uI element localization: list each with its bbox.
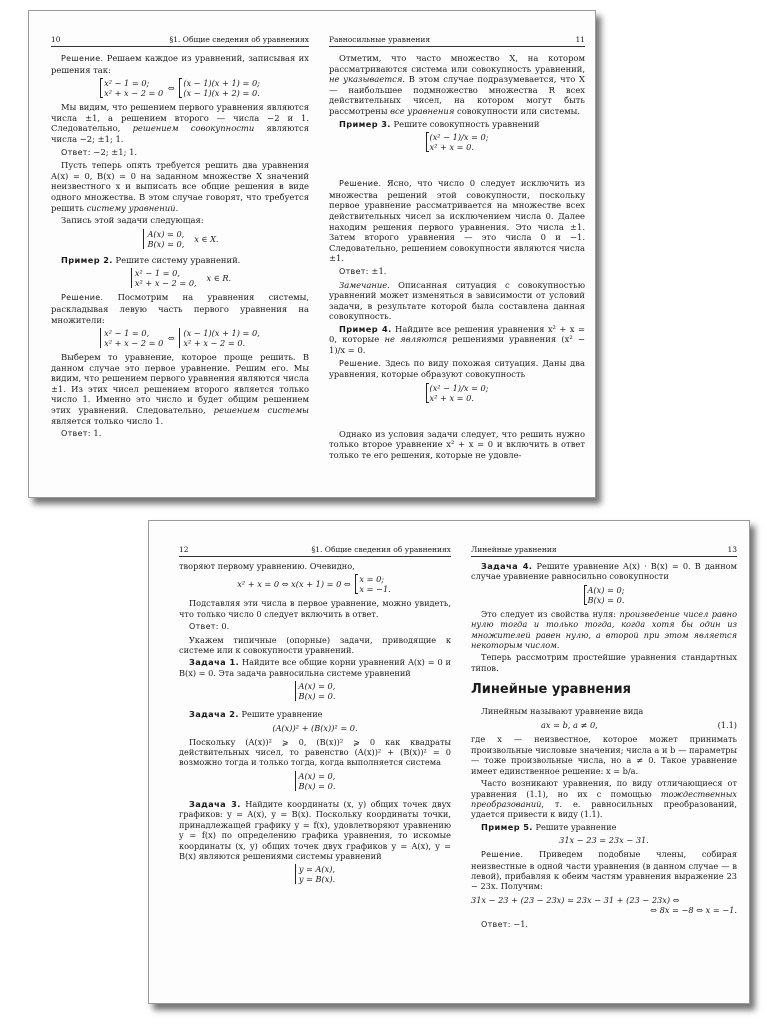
running-header	[179, 545, 451, 557]
paragraph: Линейным называют уравнение вида	[481, 705, 644, 716]
paragraph: где x — неизвестное, которое может принимать произвольные числовые значения; числа a и b — параметры — тоже произвольные числа, но a ≠ 0. Такое уравнение имеет единственное решение: x = b/a.	[471, 734, 737, 776]
formula: A(x) = 0; B(x) = 0.	[471, 585, 737, 605]
task-heading: Задача 4. Решите уравнение A(x) · B(x) = 0. В данном случае уравнение равносильно совокупности	[471, 561, 737, 582]
paragraph: Решение. Решаем каждое из уравнений, записывая их решения так:	[51, 53, 309, 75]
task-heading: Задача 1. Найдите все общие корни уравнений A(x) = 0 и B(x) = 0. Эта задача равносильна системе уравнений	[179, 657, 451, 678]
paragraph: Пусть теперь опять требуется решить два уравнения A(x) = 0, B(x) = 0 на заданном множестве X значений неизвестного x и выписать все общие решения в виде одного множества. В этом случае говорят, что требуется решить систему уравнений.	[51, 160, 309, 213]
task-heading: Задача 3. Найдите координаты (x, y) общих точек двух графиков: y = A(x), y = B(x). Поскольку координаты точки, принадлежащей графику y = f(x), удовлетворяют уравнению y = f(x) по определению графика уравнения, то искомые координаты (x, y) общих точек двух графиков y = A(x), y = B(x) являются решениями системы уравнений	[179, 798, 451, 861]
paragraph: Это следует из свойства нуля: произведение чисел равно нулю тогда и только тогда, когда хотя бы один из множителей равен нулю, а второй при этом является некоторым числом.	[471, 608, 737, 651]
example-heading: Пример 4. Найдите все решения уравнения x² + x = 0, которые не являются решениями уравнения (x² − 1)/x = 0.	[329, 323, 585, 356]
formula: A(x) = 0, B(x) = 0, x ∈ X.	[51, 229, 309, 249]
paragraph: творяют первому уравнению. Очевидно,	[179, 561, 355, 571]
book-spread-pages-12-13	[148, 520, 750, 1004]
paragraph: Поскольку (A(x))² ⩾ 0, (B(x))² ⩾ 0 как квадраты действительных чисел, то равенство (A(x))² + (B(x))² = 0 возможно тогда и только тогда, когда выполняется система	[179, 736, 451, 768]
paragraph: Выберем то уравнение, которое проще решить. В данном случае это первое уравнение. Решим его. Мы видим, что решением первого уравнения являются числа ±1. Из этих чисел решением второго является только число 1. Именно это число и будет общим решением этих уравнений. Следовательно, решением системы является только число 1.	[51, 352, 309, 426]
formula: 31x − 23 = 23x − 31.	[559, 835, 649, 846]
page-12	[179, 521, 451, 1003]
paragraph: Укажем типичные (опорные) задачи, приводящие к системе или к совокупности уравнений.	[179, 634, 451, 656]
page-11	[329, 11, 585, 497]
header-title: Равносильные уравнения	[329, 35, 431, 44]
formula: 31x − 23 + (23 − 23x) = 23x − 31 + (23 − 23x) ⇔ ⇔ 8x = −8 ⇔ x = −1.	[471, 894, 737, 915]
answer: Ответ: ±1.	[339, 265, 387, 276]
answer: Ответ: 0.	[189, 621, 230, 632]
formula: A(x) = 0, B(x) = 0.	[179, 771, 451, 791]
remark: Замечание. Описанная ситуация с совокупностью уравнений может изменяться в зависимости от условий задачи, в результате которой была составлена данная совокупность.	[329, 279, 585, 322]
formula: y = A(x), y = B(x).	[179, 864, 451, 884]
page-body	[179, 561, 451, 888]
section-title: Линейные уравнения	[471, 682, 631, 698]
header-title: §1. Общие сведения об уравнениях	[169, 35, 309, 44]
paragraph: Мы видим, что решением первого уравнения являются числа ±1, а решением второго — числа −2 и 1. Следовательно, решением совокупности являются числа −2; ±1; 1.	[51, 102, 309, 144]
paragraph: Теперь рассмотрим простейшие уравнения стандартных типов.	[471, 652, 737, 673]
formula: x² − 1 = 0, x² + x − 2 = 0, x ∈ R.	[51, 268, 309, 288]
page-number: 10	[51, 35, 61, 44]
paragraph: Отметим, что часто множество X, на котором рассматриваются система или совокупность уравнений, не указывается. В этом случае подразумевается, что X — наибольшее подмножество множества R всех действительных чисел, на котором могут быть рассмотрены все уравнения совокупности или системы.	[329, 53, 585, 116]
page-number: 12	[179, 545, 189, 554]
running-header	[329, 35, 585, 47]
paragraph: Подставляя эти числа в первое уравнение, можно увидеть, что только число 0 следует включить в ответ.	[179, 598, 451, 619]
spacer	[329, 407, 585, 429]
page-body	[51, 53, 309, 442]
example-heading: Пример 2. Решите систему уравнений.	[61, 254, 241, 265]
numbered-equation: ax = b, a ≠ 0, (1.1)	[541, 720, 737, 731]
formula: x² − 1 = 0; x² + x − 2 = 0 ⇔ (x − 1)(x + 1) = 0; (x − 1)(x + 2) = 0.	[51, 78, 309, 98]
running-header	[51, 35, 309, 47]
answer: Ответ: −1.	[481, 918, 529, 929]
page-number: 11	[575, 35, 585, 44]
page-body	[329, 53, 585, 463]
answer: Ответ: 1.	[61, 428, 102, 439]
page-number: 13	[727, 545, 737, 554]
answer: Ответ: −2; ±1; 1.	[61, 146, 138, 157]
spacer	[329, 156, 585, 178]
paragraph: Часто возникают уравнения, по виду отличающиеся от уравнения (1.1), но их с помощью тождественных преобразований, т. е. равносильных преобразований, удается привести к виду (1.1).	[471, 778, 737, 820]
paragraph: Решение. Приведем подобные члены, собирая неизвестные в одной части уравнения (в данном случае — в левой), прибавляя к обеим частям уравнения выражение 23 − 23x. Получим:	[471, 849, 737, 892]
example-heading: Пример 3. Решите совокупность уравнений	[339, 118, 540, 129]
page-10	[51, 11, 309, 497]
paragraph: Решение. Здесь по виду похожая ситуация. Даны два уравнения, которые образуют совокупность	[329, 357, 585, 380]
formula: x² + x = 0 ⇔ x(x + 1) = 0 ⇔ x = 0; x = −1.	[237, 574, 391, 595]
formula: (x² − 1)/x = 0; x² + x = 0.	[329, 132, 585, 152]
header-title: Линейные уравнения	[471, 545, 557, 554]
formula: A(x) = 0, B(x) = 0.	[179, 681, 451, 701]
paragraph: Решение. Ясно, что число 0 следует исключить из множества решений этой совокупности, поскольку первое уравнение рассматривается на множестве всех действительных чисел за исключением числа 0. Далее находим решения первого уравнения. Это числа ±1. Затем второго уравнения — это числа 0 и −1. Следовательно, решением совокупности являются числа ±1.	[329, 178, 585, 264]
paragraph: Однако из условия задачи следует, что решить нужно только второе уравнение x² + x = 0 и включить в ответ только те его решения, которые не удовле-	[329, 428, 585, 461]
book-spread-pages-10-11	[28, 10, 596, 498]
page-13	[471, 521, 737, 1003]
formula: x² − 1 = 0, x² + x − 2 = 0 ⇔ (x − 1)(x + 1) = 0, x² + x − 2 = 0.	[51, 328, 309, 348]
formula: (A(x))² + (B(x))² = 0.	[272, 722, 358, 733]
formula: (x² − 1)/x = 0; x² + x = 0.	[329, 383, 585, 403]
equation-number: (1.1)	[717, 720, 737, 731]
example-heading: Пример 5. Решите уравнение	[481, 821, 617, 832]
task-heading: Задача 2. Решите уравнение	[189, 709, 323, 720]
running-header	[471, 545, 737, 557]
paragraph: Решение. Посмотрим на уравнения системы, раскладывая левую часть первого уравнения на множители:	[51, 292, 309, 325]
paragraph: Запись этой задачи следующая:	[61, 215, 204, 226]
header-title: §1. Общие сведения об уравнениях	[311, 545, 451, 554]
page-body	[471, 561, 737, 932]
